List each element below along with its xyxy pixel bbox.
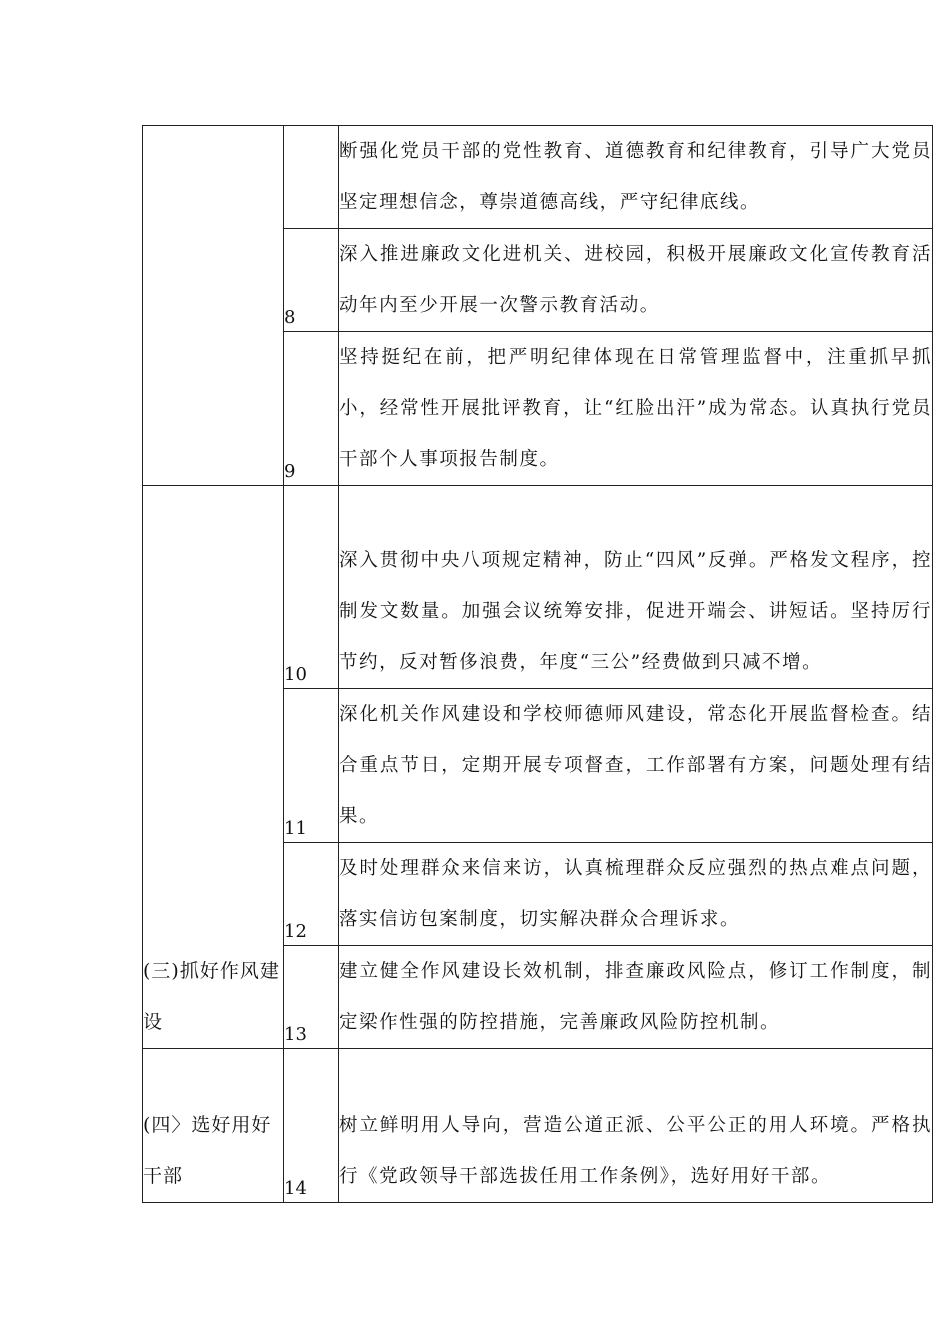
table-row — [143, 126, 933, 229]
item-number: 13 — [284, 946, 339, 1049]
item-content: 断强化党员干部的党性教育、道德教育和纪律教育，引导广大党员坚定理想信念，尊崇道德高线，严守纪律底线。 — [339, 126, 933, 229]
item-number: 9 — [284, 332, 339, 486]
item-number: 14 — [284, 1049, 339, 1203]
table-row — [143, 1049, 933, 1203]
table-row — [143, 486, 933, 689]
item-content: 坚持挺纪在前，把严明纪律体现在日常管理监督中，注重抓早抓小，经常性开展批评教育，让“红脸出汗”成为常态。认真执行党员干部个人事项报告制度。 — [339, 332, 933, 486]
item-content: 及时处理群众来信来访，认真梳理群众反应强烈的热点难点问题，落实信访包案制度，切实解决群众合理诉求。 — [339, 843, 933, 946]
category-cell: (四〉选好用好干部 — [143, 1049, 284, 1203]
item-number: 8 — [284, 229, 339, 332]
item-content: 深化机关作风建设和学校师德师风建设，常态化开展监督检查。结合重点节日，定期开展专项督查，工作部署有方案，问题处理有结果。 — [339, 689, 933, 843]
work-plan-table — [142, 125, 933, 1203]
category-cell: (三)抓好作风建设 — [143, 486, 284, 1049]
item-number: 12 — [284, 843, 339, 946]
category-cell-continued — [143, 126, 284, 486]
item-content: 树立鲜明用人导向，营造公道正派、公平公正的用人环境。严格执行《党政领导干部选拔任用工作条例》，选好用好干部。 — [339, 1049, 933, 1203]
item-number — [284, 126, 339, 229]
item-number: 10 — [284, 486, 339, 689]
item-content: 深入推进廉政文化进机关、进校园，积极开展廉政文化宣传教育活动年内至少开展一次警示教育活动。 — [339, 229, 933, 332]
item-content: 深入贯彻中央八项规定精神，防止“四风”反弹。严格发文程序，控制发文数量。加强会议统筹安排，促进开端会、讲短话。坚持厉行节约，反对暂侈浪费，年度“三公”经费做到只减不增。 — [339, 486, 933, 689]
item-content: 建立健全作风建设长效机制，排查廉政风险点，修订工作制度，制定梁作性强的防控措施，完善廉政风险防控机制。 — [339, 946, 933, 1049]
item-number: 11 — [284, 689, 339, 843]
